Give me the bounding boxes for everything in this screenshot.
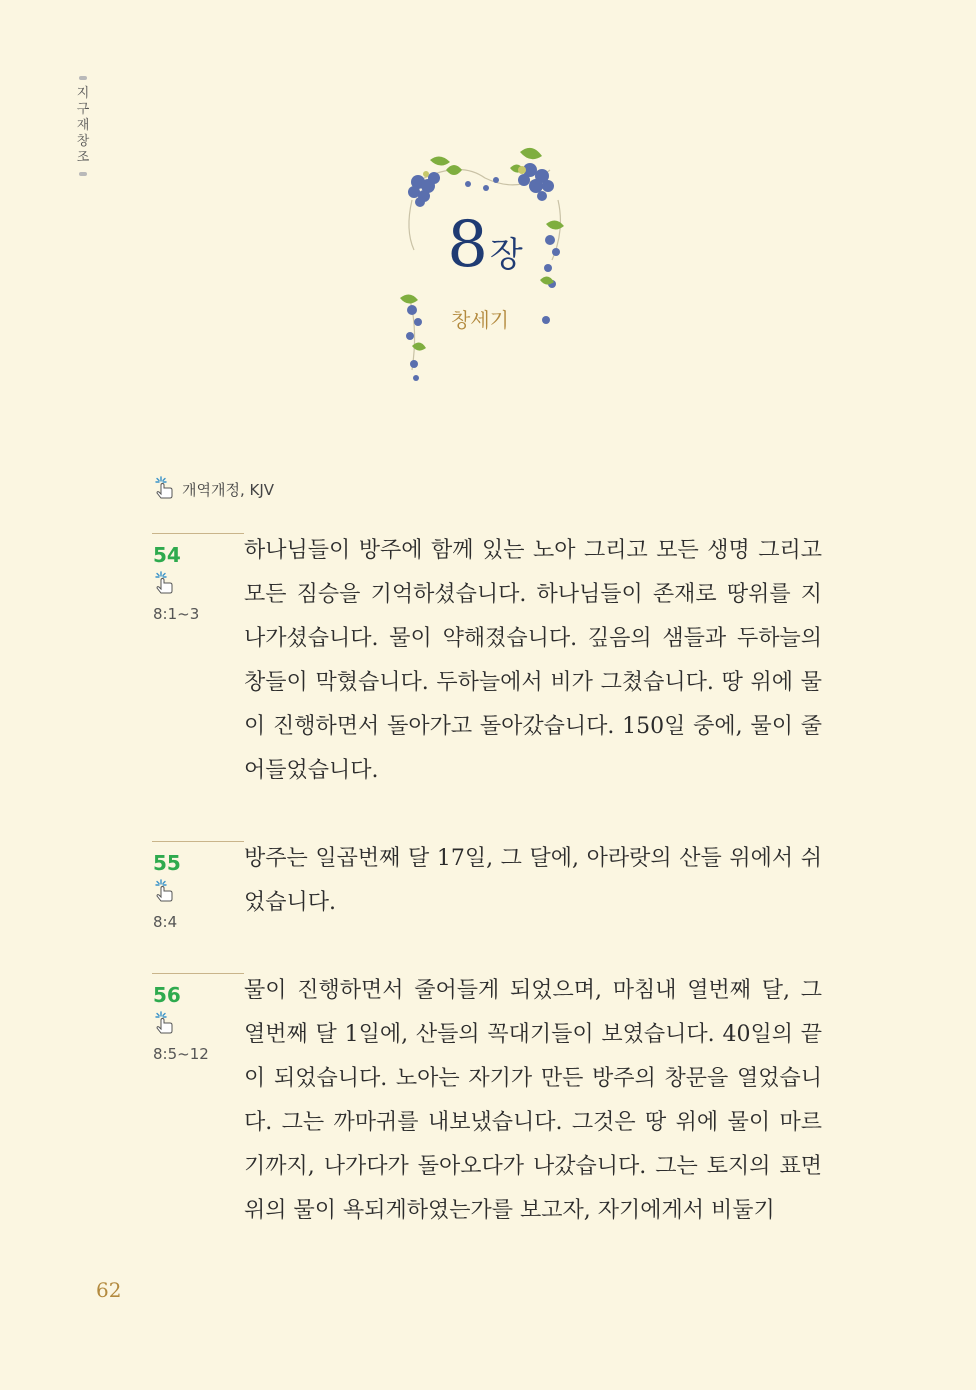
tap-icon[interactable] bbox=[154, 571, 176, 597]
page-number: 62 bbox=[96, 1278, 122, 1302]
chapter-unit: 장 bbox=[489, 235, 523, 275]
verse-number: 55 bbox=[153, 851, 181, 875]
verse-divider bbox=[152, 533, 244, 534]
verse-text: 하나님들이 방주에 함께 있는 노아 그리고 모든 생명 그리고 모든 짐승을 기억하셨습니다. 하나님들이 존재로 땅위를 지나가셨습니다. 물이 약해졌습니다. 깊음의 샘들과 두하늘의 창들이 막혔습니다. 두하늘에서 비가 그쳤습니다. 땅 위에 물이 진행하면서 돌아가고 돌아갔습니다. 150일 중에, 물이 줄어들었습니다. bbox=[244, 538, 822, 783]
verse-tap-button[interactable] bbox=[154, 1011, 176, 1041]
side-tab-cap-top bbox=[79, 76, 87, 80]
verse-number: 54 bbox=[153, 543, 181, 567]
side-tab bbox=[72, 76, 94, 176]
verse-text: 방주는 일곱번째 달 17일, 그 달에, 아라랏의 산들 위에서 쉬었습니다. bbox=[244, 846, 822, 915]
verse-tap-button[interactable] bbox=[154, 879, 176, 909]
chapter-number: 8 bbox=[447, 208, 488, 282]
verse-text: 물이 진행하면서 줄어들게 되었으며, 마침내 열번째 달, 그 열번째 달 1일에, 산들의 꼭대기들이 보였습니다. 40일의 끝이 되었습니다. 노아는 자기가 만든 방주의 창문을 열었습니다. 그는 까마귀를 내보냈습니다. 그것은 땅 위에 물이 마르기까지, 나가다가 돌아오다가 나갔습니다. 그는 토지의 표면 위의 물이 욕되게하였는가를 보고자, 자기에게서 비둘기 bbox=[244, 978, 822, 1223]
side-tab-label: 지구재창조 bbox=[76, 86, 90, 165]
verse-divider bbox=[152, 841, 244, 842]
chapter-title bbox=[440, 210, 530, 280]
verse-reference[interactable]: 8:5~12 bbox=[153, 1045, 209, 1063]
verse-number: 56 bbox=[153, 983, 181, 1007]
tap-icon[interactable] bbox=[154, 476, 176, 502]
tap-icon[interactable] bbox=[154, 879, 176, 905]
version-note bbox=[154, 476, 274, 502]
verse-reference[interactable]: 8:1~3 bbox=[153, 605, 200, 623]
verse-tap-button[interactable] bbox=[154, 571, 176, 601]
tap-icon[interactable] bbox=[154, 1011, 176, 1037]
verse-divider bbox=[152, 973, 244, 974]
side-tab-cap-bottom bbox=[79, 172, 87, 176]
verse-reference[interactable]: 8:4 bbox=[153, 913, 178, 931]
version-label: 개역개정, KJV bbox=[182, 480, 275, 499]
book-name: 창세기 bbox=[451, 308, 509, 332]
